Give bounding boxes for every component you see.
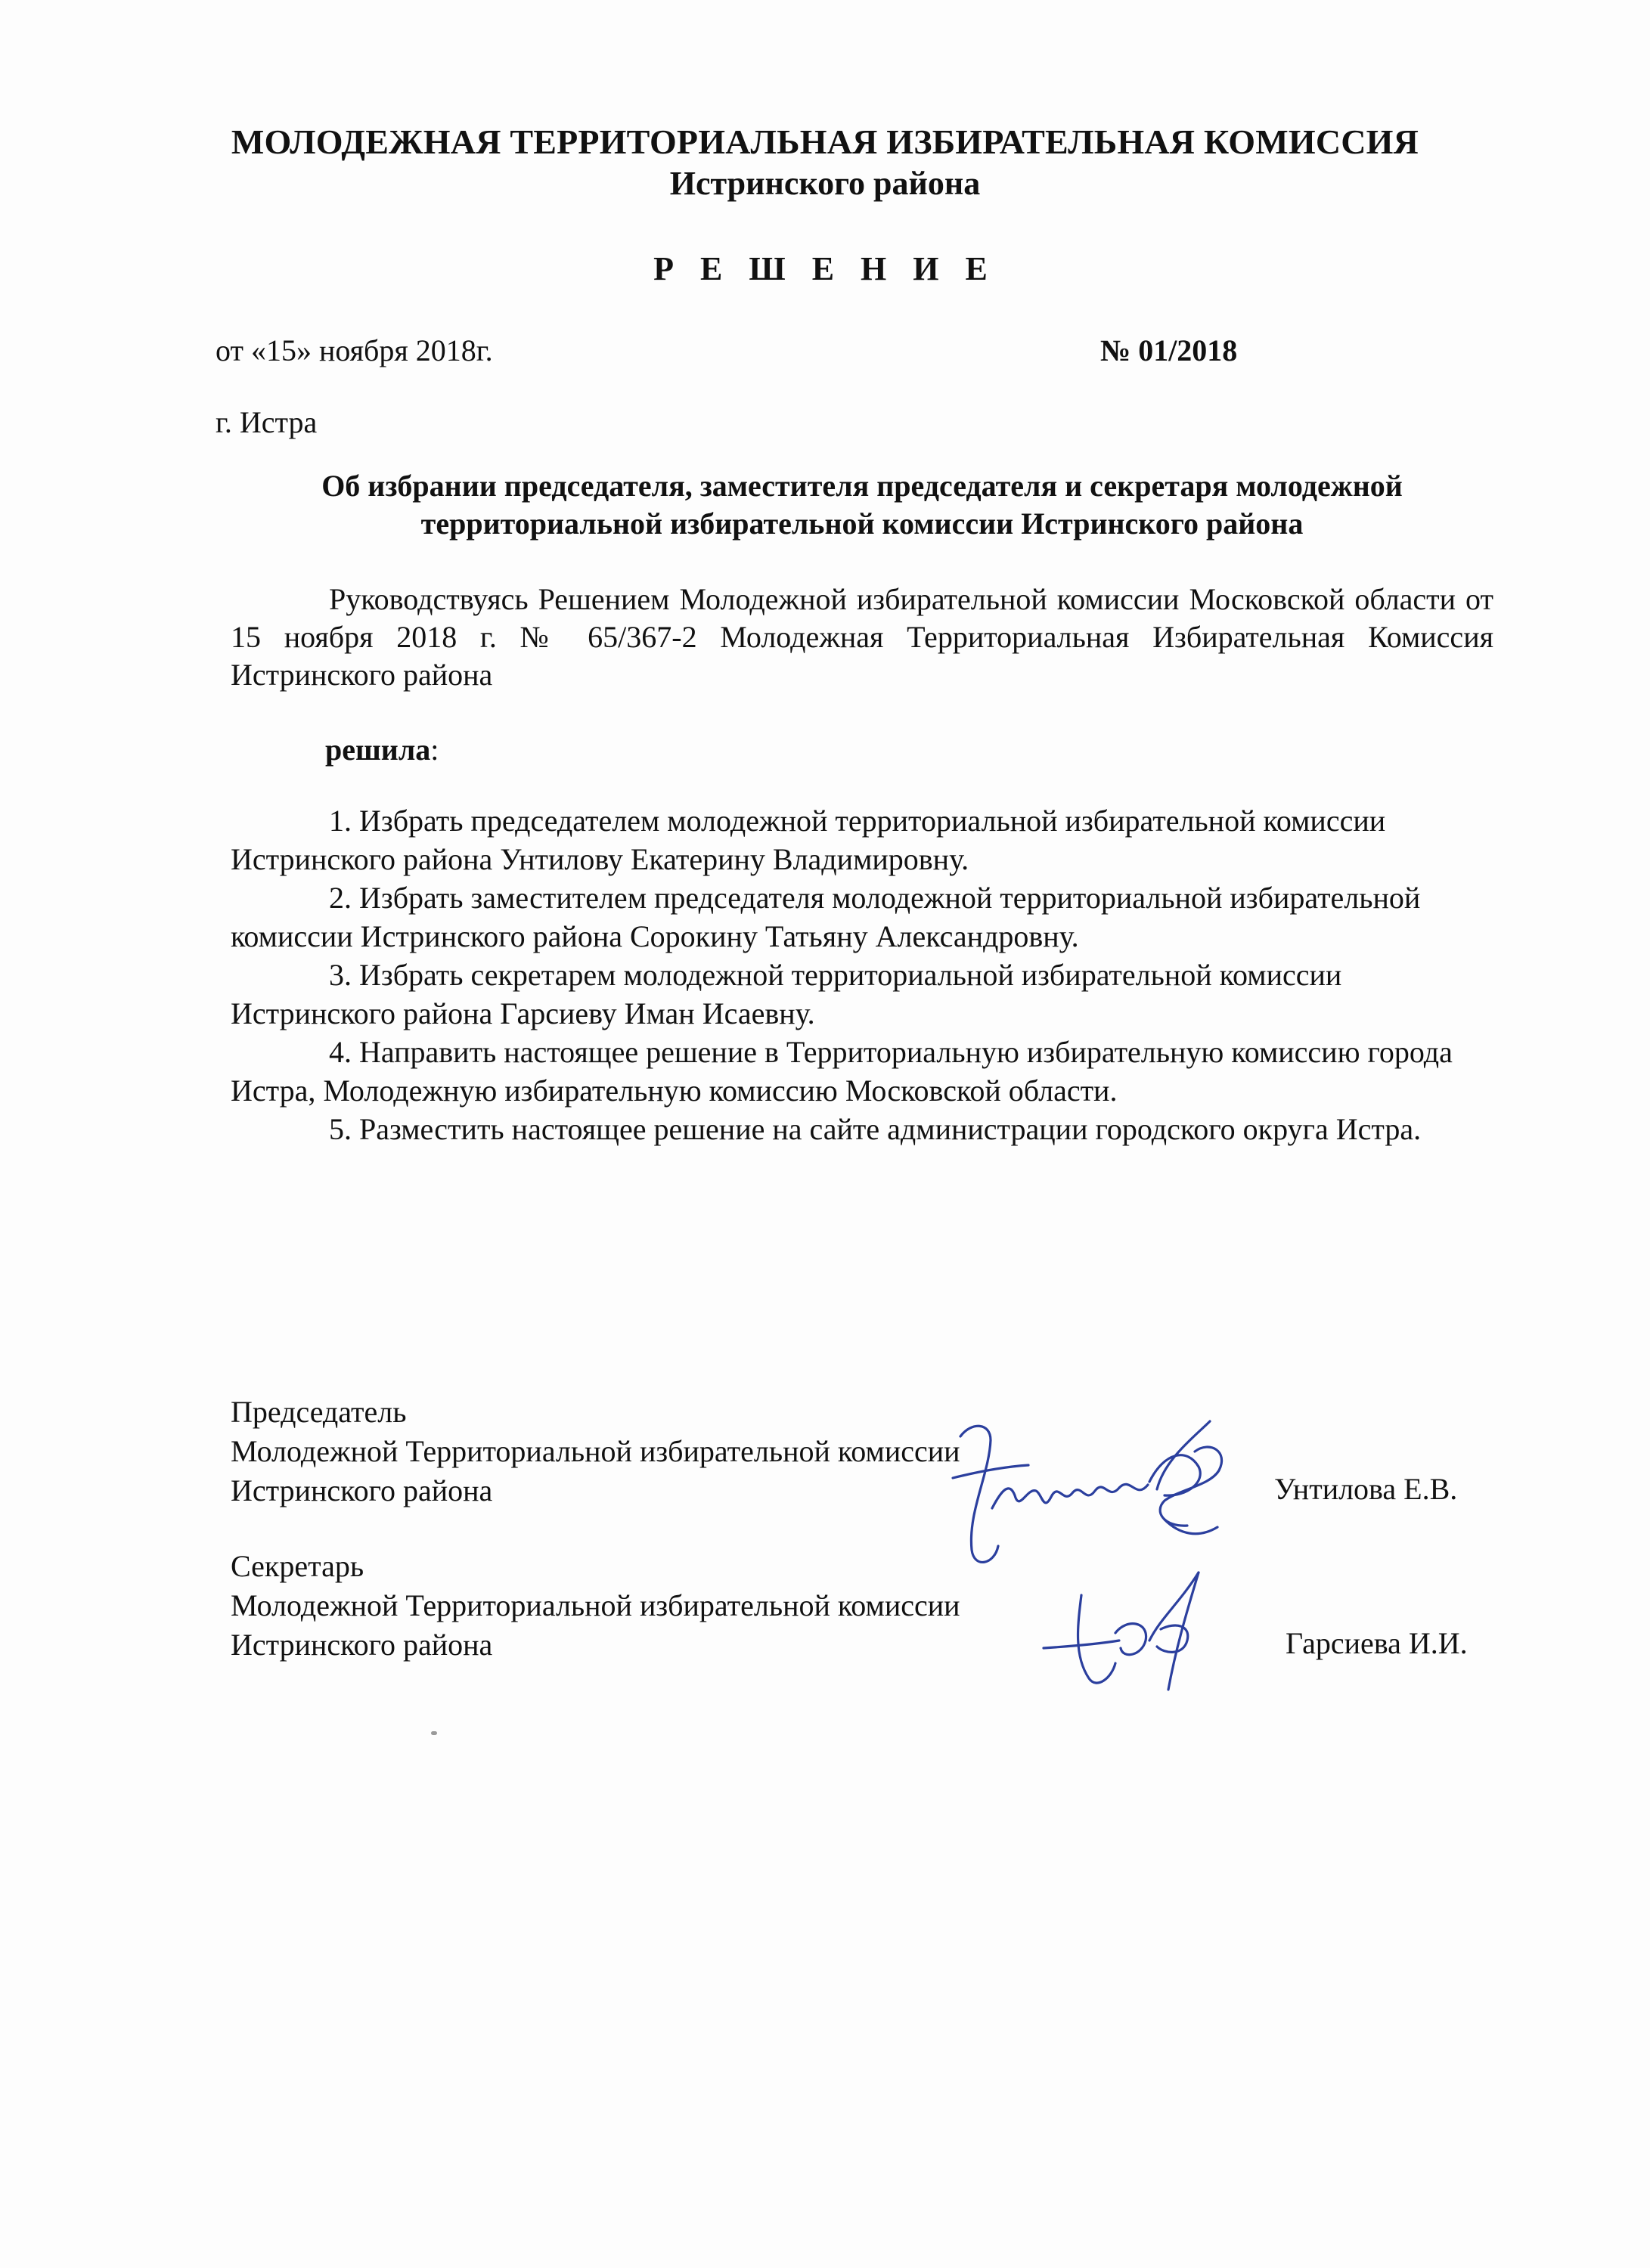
secretary-signature-image [1036,1557,1233,1701]
document-city: г. Истра [216,405,318,439]
commission-title: МОЛОДЕЖНАЯ ТЕРРИТОРИАЛЬНАЯ ИЗБИРАТЕЛЬНАЯ КОМИССИЯ [231,122,1419,161]
district-title: Истринского района [669,165,981,202]
resolution-item: 1. Избрать председателем молодежной территориальной избирательной комиссии Истринского района Унтилову Екатерину Владимировну. [231,804,1386,876]
document-subject: Об избрании председателя, заместителя председателя и секретаря молодежной территориальной избирательной комиссии Истринского района [321,469,1403,541]
resolution-item: 4. Направить настоящее решение в Территориальную избирательную комиссию города Истра, Молодежную избирательную комиссию Московской области. [231,1035,1453,1108]
chair-signature-image [938,1406,1240,1580]
secretary-signature-block [231,1547,960,1665]
chair-org: Молодежной Территориальной избирательной комиссии [231,1434,960,1468]
document-number: № 01/2018 [1100,333,1238,367]
resolution-item: 3. Избрать секретарем молодежной территориальной избирательной комиссии Истринского района Гарсиеву Иман Исаевну. [231,958,1342,1030]
document-header [0,121,1650,204]
preamble-paragraph: Руководствуясь Решением Молодежной избирательной комиссии Московской области от 15 ноября 2018 г. № 65/367-2 Молодежная Территориальная Избирательная Комиссия Истринского района [231,582,1493,692]
secretary-role: Секретарь [231,1549,364,1583]
scan-speck [431,1731,437,1735]
resolution-item: 2. Избрать заместителем председателя молодежной территориальной избирательной комиссии Истринского района Сорокину Татьяну Александровну. [231,881,1421,953]
secretary-name: Гарсиева И.И. [1286,1626,1468,1660]
resolution-items [231,801,1493,1148]
resolution-item: 5. Разместить настоящее решение на сайте администрации городского округа Истра. [329,1112,1422,1146]
secretary-org: Молодежной Территориальной избирательной комиссии [231,1588,960,1622]
resolved-word: решила [325,733,431,767]
document-date: от «15» ноября 2018г. [216,333,493,367]
document-type: Р Е Ш Е Н И Е [653,250,997,287]
secretary-district: Истринского района [231,1628,493,1662]
resolved-colon: : [430,733,439,767]
chair-name: Унтилова Е.В. [1274,1472,1458,1506]
resolved-line [325,732,439,767]
chair-role: Председатель [231,1395,407,1429]
chair-district: Истринского района [231,1473,493,1507]
chair-signature-block [231,1393,960,1510]
